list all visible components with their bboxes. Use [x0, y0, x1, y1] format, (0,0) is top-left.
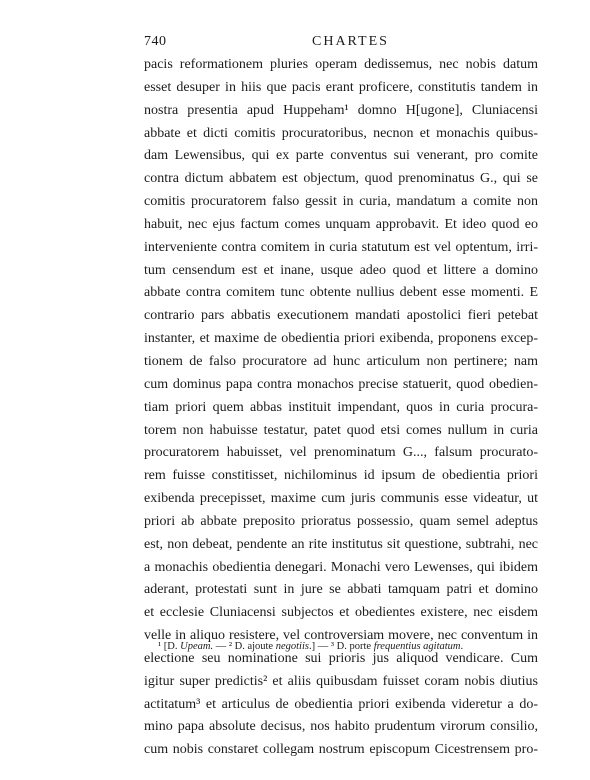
text-line: igitur super predictis² et aliis quibusdam fuisset coram nobis diutius [144, 673, 538, 689]
text-line: nostra presentia apud Huppeham¹ domno H[ugone], Cluniacensi [144, 102, 538, 118]
text-line: cum nobis constaret collegam nostrum episcopum Cicestrensem pro- [144, 742, 538, 758]
footnote-3-close: . [460, 641, 464, 652]
text-line: rem fuisse constitisset, nichilominus id ipsum de obedientia priori [144, 468, 538, 484]
footnote-separator: — [213, 641, 229, 652]
footnote-3-mark: ³ [330, 641, 335, 652]
text-line: esset desuper in hiis que pacis erant proficere, constitutis tandem in [144, 79, 538, 95]
text-line: contra dictum abbatem est objectum, quod prenominatus G., qui se [144, 171, 538, 187]
text-line: interveniente contra comitem in curia statutum est vel optentum, irri- [144, 239, 538, 255]
text-line: aderant, protestati sunt in jure se abbati tamquam patri et domino [144, 582, 538, 598]
footnote-2-close: .] — [308, 641, 331, 652]
text-line: tum censendum est et inane, usque adeo quod et littere a domino [144, 262, 538, 278]
text-line: contrario pars abbatis executionem mandati apostolici fieri petebat [144, 308, 538, 324]
text-line: habuit, nec ejus factum comes unquam approbavit. Et ideo quod eo [144, 216, 538, 232]
text-line: exibenda precepisset, maxime cum juris communis esse videatur, ut [144, 491, 538, 507]
text-line: electione seu nominatione sui prioris jus aliquod vendicare. Cum [144, 650, 538, 666]
text-line: est, non debeat, pendente an rite institutus sit questione, subtrahi, nec [144, 536, 538, 552]
text-line: instanter, et maxime de obedientia priori exibenda, proponens excep- [144, 331, 538, 347]
text-line: torem non habuisse testatur, patet quod etsi comes nullum in curia [144, 422, 538, 438]
footnote-3-text: D. porte [334, 641, 374, 652]
text-line: tiam priori quem abbas instituit impendant, quos in curia procura- [144, 399, 538, 415]
footnote-1-text: [D. [163, 641, 181, 652]
text-line: et ecclesie Cluniacensi subjectos et obedientes existere, nec eisdem [144, 605, 538, 621]
text-line: abbate et dicti comitis procuratoribus, necnon et monachis quibus- [144, 125, 538, 141]
footnote-1-italic: Upeam. [180, 641, 214, 652]
text-line: procuratorem habuisset, vel prenominatum G..., falsum procurato- [144, 445, 538, 461]
text-line: abbate contra comitem tunc obtente nullius debent esse momenti. E [144, 285, 538, 301]
running-title: CHARTES [312, 34, 389, 49]
page-number: 740 [144, 34, 167, 49]
body-text [144, 54, 538, 762]
text-line: actitatum³ et articulus de obedientia priori exibenda videretur a do- [144, 696, 538, 712]
footnote-2-text: D. ajoute [231, 641, 276, 652]
text-line: tionem de falso procuratore ad hunc articulum non pertinere; nam [144, 353, 538, 369]
text-line: priori ab abbate preposito prioratus possessio, quam semel adeptus [144, 513, 538, 529]
text-line: mino papa absolute decisus, nos habito prudentum virorum consilio, [144, 719, 538, 735]
text-line: comitis procuratorem falso gessit in curia, mandatum a comite non [144, 194, 538, 210]
footnote-2-italic: negotiis [275, 641, 309, 652]
text-line: dam Lewensibus, qui ex parte conventus sui venerant, pro comite [144, 148, 538, 164]
footnotes [158, 641, 538, 652]
text-line: velle in aliquo resistere, vel controversiam movere, nec conventum in [144, 628, 538, 644]
text-line: a monachis obedientia denegari. Monachi vero Lewenses, qui ibidem [144, 559, 538, 575]
footnote-3-italic: frequentius agitatum [373, 641, 461, 652]
footnote-2-mark: ² [228, 641, 232, 652]
text-line: cum dominus papa contra monachos precise statuerit, quod obedien- [144, 376, 538, 392]
text-line: pacis reformationem pluries operam dedissemus, nec nobis datum [144, 57, 538, 72]
footnote-1-mark: ¹ [158, 641, 162, 652]
